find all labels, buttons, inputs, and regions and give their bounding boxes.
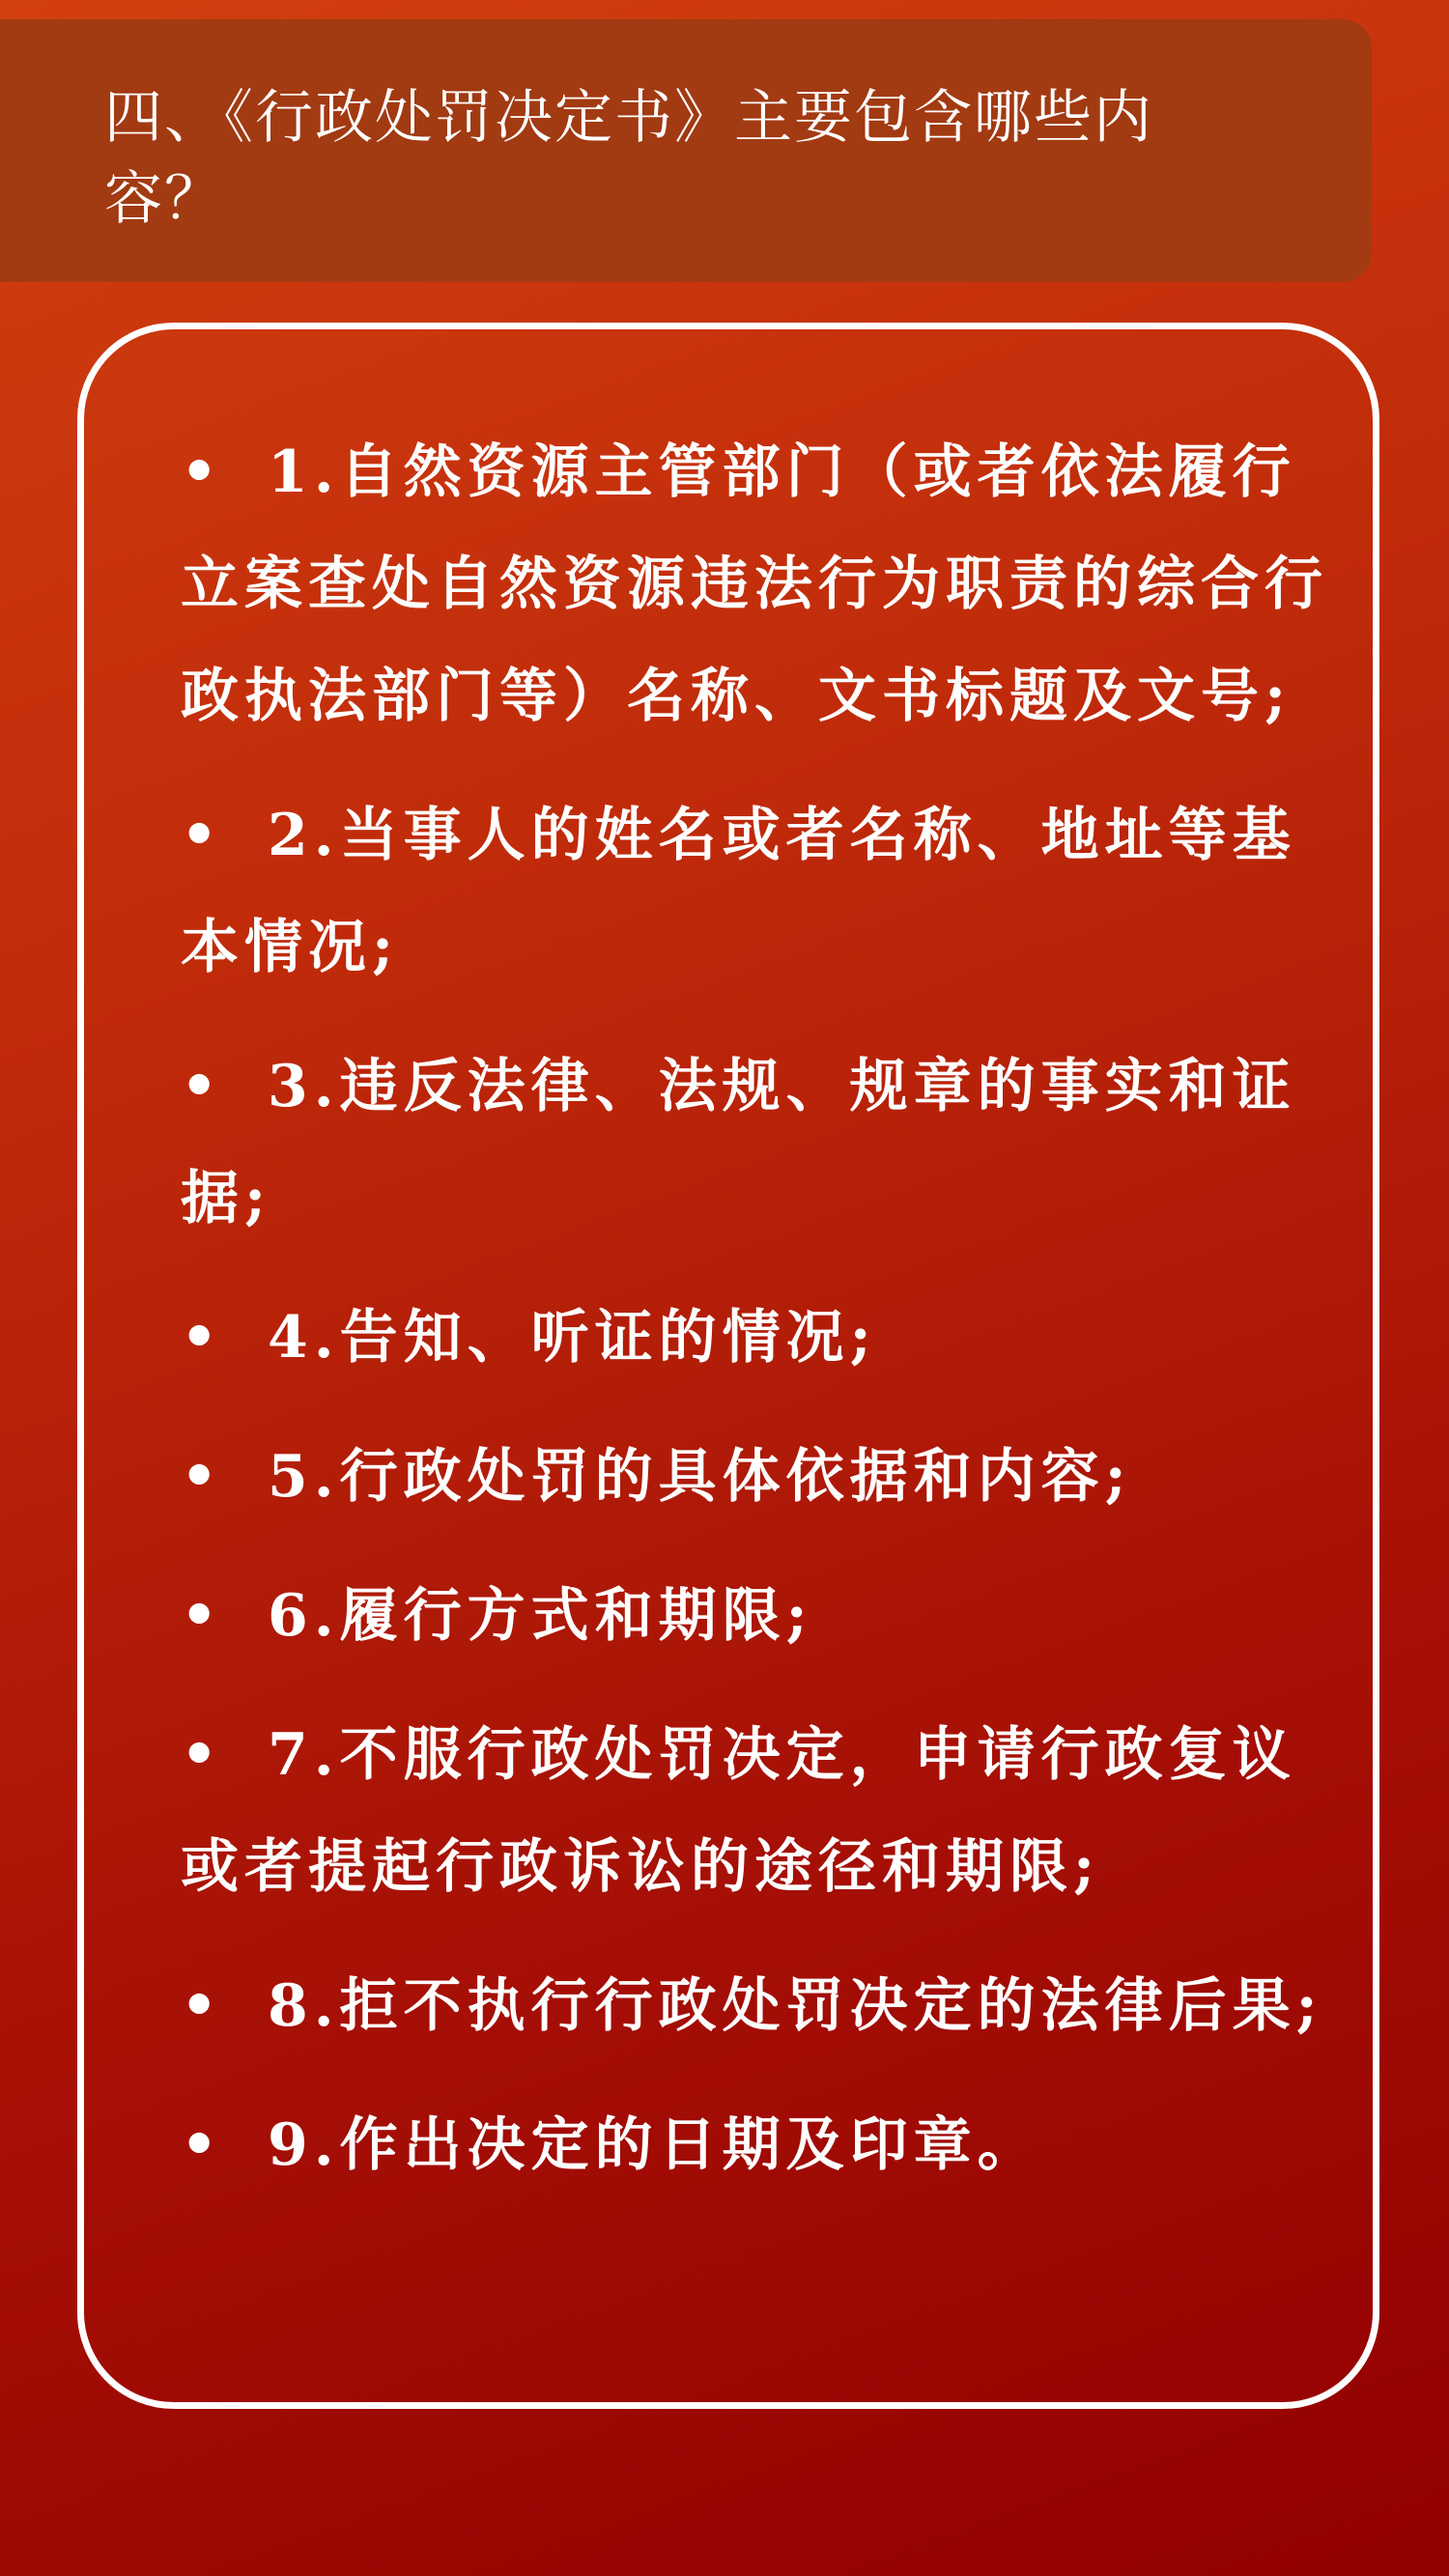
bullet-icon: •: [181, 439, 224, 506]
list-item: [181, 779, 1330, 1004]
bullet-icon: •: [181, 1304, 224, 1372]
list-item-text: 9.作出决定的日期及印章。: [268, 2111, 1041, 2179]
bullet-icon: •: [181, 1053, 224, 1120]
list-item: [181, 1421, 1330, 1533]
list-item-text: 1.自然资源主管部门（或者依法履行立案查处自然资源违法行为职责的综合行政执法部门等）名称、文书标题及文号;: [181, 439, 1328, 730]
title-banner: [0, 19, 1372, 282]
list-item-text: 7.不服行政处罚决定，申请行政复议或者提起行政诉讼的途径和期限;: [181, 1721, 1296, 1901]
list-item-text: 3.违反法律、法规、规章的事实和证据;: [181, 1053, 1296, 1232]
page-title: 四、《行政处罚决定书》主要包含哪些内容？: [104, 84, 1153, 233]
list-item: [181, 1031, 1330, 1255]
list-item-text: 8.拒不执行行政处罚决定的法律后果;: [268, 1972, 1323, 2040]
list-item: [181, 1560, 1330, 1672]
bullet-icon: •: [181, 1443, 224, 1511]
content-panel: [77, 323, 1379, 2409]
bullet-icon: •: [181, 1582, 224, 1650]
bullet-icon: •: [181, 1972, 224, 2040]
list-item: [181, 1950, 1330, 2062]
bullet-icon: •: [181, 2111, 224, 2179]
items-list: [181, 416, 1330, 2228]
list-item-text: 4.告知、听证的情况;: [268, 1304, 877, 1372]
list-item: [181, 1282, 1330, 1394]
bullet-icon: •: [181, 1721, 224, 1789]
list-item-text: 2.当事人的姓名或者名称、地址等基本情况;: [181, 802, 1296, 981]
list-item-text: 5.行政处罚的具体依据和内容;: [268, 1443, 1132, 1511]
list-item: [181, 416, 1330, 752]
list-item: [181, 2089, 1330, 2201]
list-item: [181, 1699, 1330, 1923]
bullet-icon: •: [181, 802, 224, 869]
list-item-text: 6.履行方式和期限;: [268, 1582, 813, 1650]
